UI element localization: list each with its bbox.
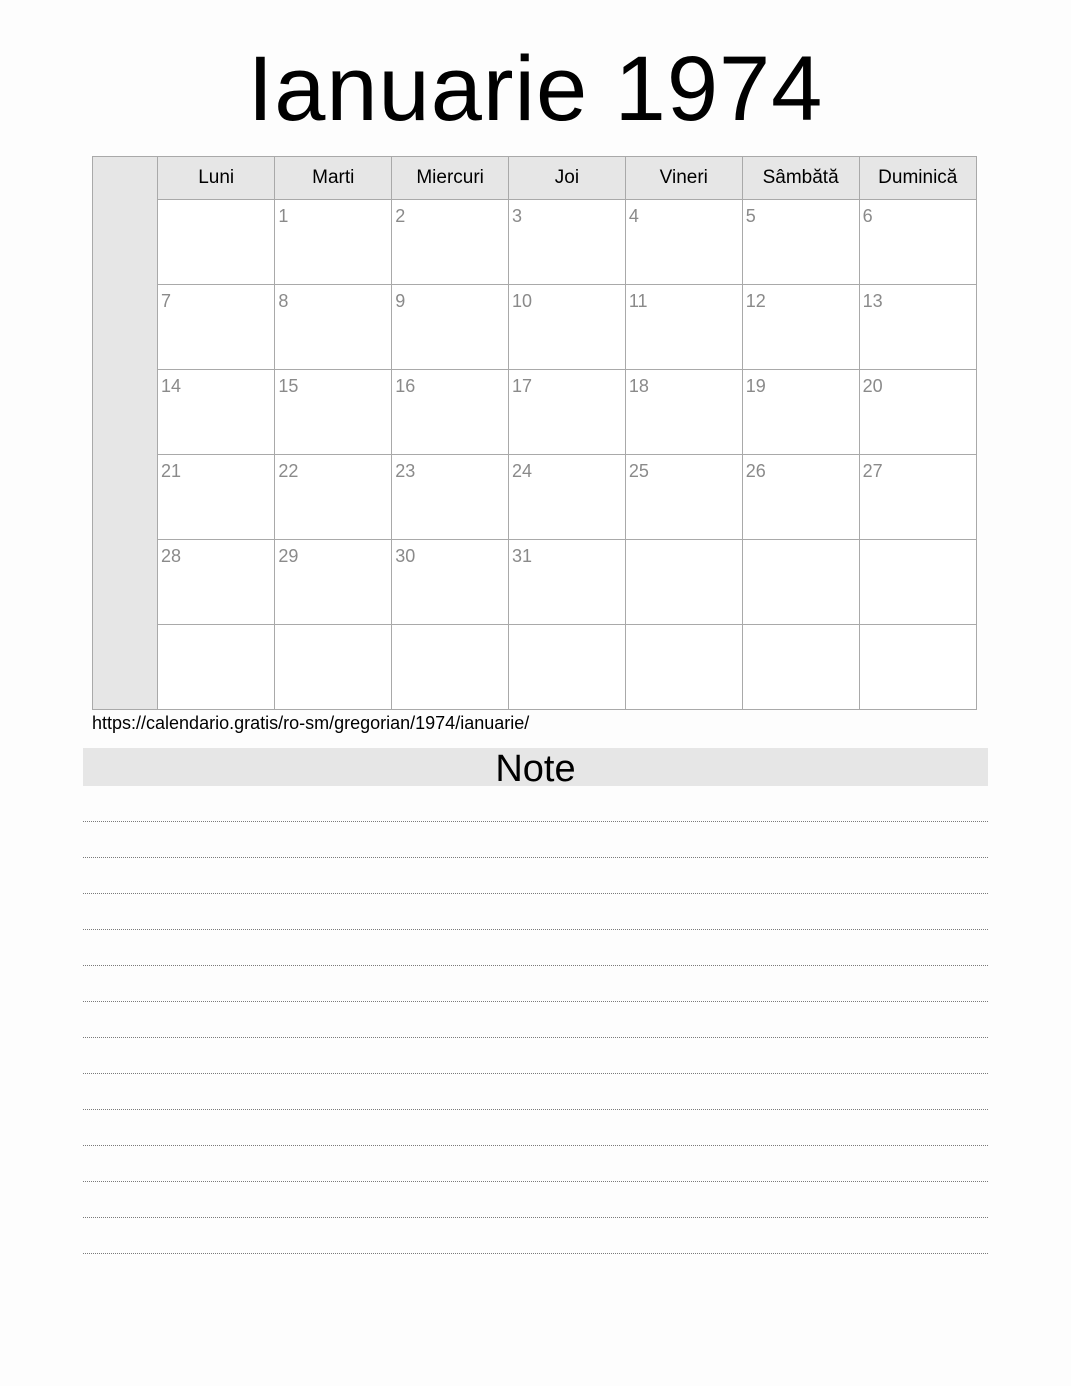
note-line [83, 1146, 988, 1182]
note-line [83, 1038, 988, 1074]
weekday-header-wednesday: Miercuri [392, 157, 509, 200]
notes-header: Note [83, 748, 988, 786]
week-row [158, 625, 976, 710]
day-number: 21 [161, 461, 182, 481]
day-number: 10 [512, 291, 533, 311]
day-number: 3 [512, 206, 523, 226]
day-cell [625, 540, 742, 625]
day-number: 2 [395, 206, 406, 226]
day-number: 11 [628, 291, 648, 311]
note-line [83, 930, 988, 966]
day-number: 14 [161, 376, 182, 396]
day-number: 16 [395, 376, 416, 396]
day-cell [509, 455, 626, 540]
day-cell [158, 540, 275, 625]
day-cell [625, 625, 742, 710]
day-number [626, 625, 742, 631]
weekday-header-thursday: Joi [509, 157, 626, 200]
day-number: 19 [745, 376, 766, 396]
note-line [83, 1218, 988, 1254]
day-cell [275, 625, 392, 710]
day-number: 20 [862, 376, 883, 396]
source-url: https://calendario.gratis/ro-sm/gregorian/1974/ianuarie/ [92, 713, 530, 733]
day-cell [509, 285, 626, 370]
day-number [860, 540, 976, 546]
day-number: 26 [745, 461, 766, 481]
day-number: 6 [862, 206, 873, 226]
day-cell [275, 455, 392, 540]
note-line [83, 894, 988, 930]
week-row [158, 540, 976, 625]
day-cell [742, 370, 859, 455]
day-cell [275, 370, 392, 455]
note-line [83, 858, 988, 894]
week-row [158, 455, 976, 540]
day-cell [742, 200, 859, 285]
day-cell [859, 455, 976, 540]
day-number [860, 625, 976, 631]
day-cell [859, 285, 976, 370]
day-number: 28 [161, 546, 182, 566]
week-row [158, 370, 976, 455]
day-cell [509, 200, 626, 285]
day-cell [625, 370, 742, 455]
page-title: Ianuarie 1974 [247, 38, 824, 140]
day-cell [392, 540, 509, 625]
day-cell [275, 540, 392, 625]
day-cell [275, 200, 392, 285]
day-cell [859, 540, 976, 625]
weekday-header-row [158, 157, 976, 200]
day-cell [392, 285, 509, 370]
day-cell [158, 455, 275, 540]
day-cell [158, 285, 275, 370]
day-cell [392, 200, 509, 285]
day-cell [392, 455, 509, 540]
calendar-grid [92, 156, 977, 710]
weekday-header-saturday: Sâmbătă [742, 157, 859, 200]
day-number: 31 [512, 546, 533, 566]
week-number-column [93, 157, 158, 709]
day-number [392, 625, 508, 631]
day-number: 15 [278, 376, 299, 396]
day-number: 4 [628, 206, 639, 226]
day-number [626, 540, 742, 546]
day-number: 29 [278, 546, 299, 566]
day-number: 12 [745, 291, 766, 311]
day-cell [158, 370, 275, 455]
weekday-header-sunday: Duminică [859, 157, 976, 200]
day-cell [392, 370, 509, 455]
day-number [743, 625, 859, 631]
day-number: 24 [512, 461, 533, 481]
day-number: 17 [512, 376, 533, 396]
day-cell [742, 625, 859, 710]
note-line [83, 822, 988, 858]
day-cell [275, 285, 392, 370]
day-cell [158, 625, 275, 710]
note-line [83, 1110, 988, 1146]
notes-lines [83, 786, 988, 1254]
day-number: 25 [628, 461, 649, 481]
day-number: 8 [278, 291, 289, 311]
day-number: 23 [395, 461, 416, 481]
day-cell [742, 455, 859, 540]
note-line [83, 1074, 988, 1110]
day-number [275, 625, 391, 631]
weekday-header-tuesday: Marti [275, 157, 392, 200]
day-number [509, 625, 625, 631]
day-number: 27 [862, 461, 883, 481]
week-row [158, 200, 976, 285]
day-cell [859, 625, 976, 710]
note-line [83, 1002, 988, 1038]
day-cell [625, 455, 742, 540]
day-cell [509, 625, 626, 710]
day-cell [509, 540, 626, 625]
day-cell [158, 200, 275, 285]
day-cell [392, 625, 509, 710]
day-number [158, 200, 274, 206]
weekday-header-monday: Luni [158, 157, 275, 200]
day-cell [742, 285, 859, 370]
day-number: 30 [395, 546, 416, 566]
day-cell [625, 200, 742, 285]
day-cell [509, 370, 626, 455]
day-number [743, 540, 859, 546]
day-number: 7 [161, 291, 172, 311]
day-number [158, 625, 274, 631]
weekday-header-friday: Vineri [625, 157, 742, 200]
day-number: 13 [862, 291, 883, 311]
note-line [83, 1182, 988, 1218]
day-cell [625, 285, 742, 370]
week-row [158, 285, 976, 370]
day-cell [859, 200, 976, 285]
note-line [83, 966, 988, 1002]
month-table [158, 157, 976, 709]
day-number: 22 [278, 461, 299, 481]
day-cell [859, 370, 976, 455]
day-number: 5 [745, 206, 756, 226]
note-line [83, 786, 988, 822]
day-number: 1 [278, 206, 289, 226]
day-cell [742, 540, 859, 625]
day-number: 18 [628, 376, 649, 396]
day-number: 9 [395, 291, 406, 311]
